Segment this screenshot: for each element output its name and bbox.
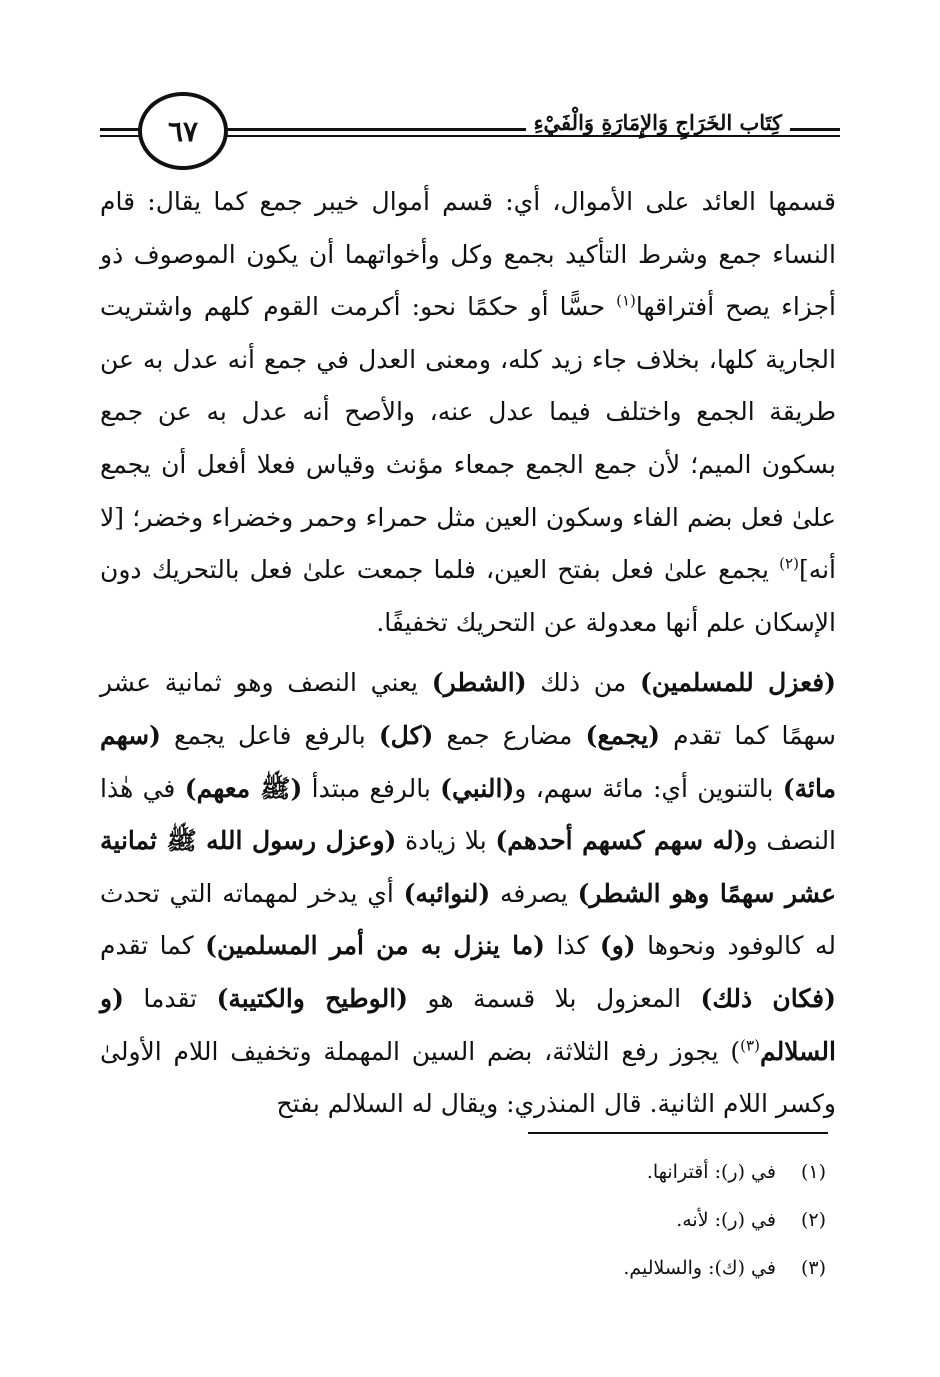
bold-term: (كل)	[378, 720, 434, 750]
footnote-text: في (ر): أقترانها.	[646, 1161, 776, 1183]
paragraph	[100, 176, 836, 649]
footnote-text: في (ر): لأنه.	[676, 1209, 776, 1231]
text-run: يجمع علىٰ فعل بفتح العين، فلما جمعت علىٰ فعل بالتحريك دون الإسكان علم أنها معدولة عن التحريك تخفيفًا.	[100, 555, 836, 637]
bold-term: (فعزل للمسلمين)	[639, 668, 836, 698]
footnote-number: (٢)	[800, 1209, 826, 1231]
bold-term: (فكان ذلك)	[700, 983, 836, 1013]
footnote-marker: (٣)	[740, 1036, 760, 1055]
text-run: مضارع جمع	[433, 720, 586, 750]
text-run: بالرفع فاعل يجمع	[160, 720, 379, 750]
bold-term: (ما ينزل به من أمر المسلمين)	[205, 931, 545, 961]
footnote-number: (٣)	[800, 1257, 826, 1279]
bold-term: (و السلالم	[100, 983, 836, 1066]
header-rule-right-thin	[226, 135, 840, 137]
footnote-marker: (٢)	[779, 554, 799, 573]
body-text	[100, 176, 836, 1131]
text-run: بالرفع مبتدأ	[302, 773, 441, 803]
text-run: ) يجوز رفع الثلاثة، بضم السين المهملة وتخفيف اللام الأولىٰ وكسر اللام الثانية. قال المنذري: ويقال له السلالم بفتح	[100, 1036, 836, 1119]
bold-term: (الوطيح والكتيبة)	[216, 983, 408, 1013]
bold-term: (و)	[599, 931, 636, 961]
text-run: يعني النصف وهو ثمانية عشر سهمًا كما تقدم	[100, 668, 837, 750]
text-run: المعزول بلا قسمة هو	[408, 983, 701, 1013]
text-run: كما تقدم	[100, 931, 206, 961]
text-run: يصرفه	[490, 878, 578, 908]
text-run: أي يدخر لمهماته التي تحدث له كالوفود ونحوها	[100, 878, 837, 961]
bold-term: (له سهم كسهم أحدهم)	[495, 826, 746, 856]
footnote	[100, 1196, 830, 1244]
bold-term: (سهم مائة)	[100, 720, 836, 803]
text-run: كذا	[544, 931, 600, 961]
header-rule-left	[100, 128, 140, 131]
footnote	[100, 1244, 830, 1292]
bold-term: (النبي)	[440, 773, 515, 803]
bold-term: (لنوائبه)	[403, 878, 491, 908]
text-run: بالتنوين أي: مائة سهم، و	[514, 773, 783, 803]
text-run: في هٰذا النصف و	[100, 773, 837, 856]
paragraph	[100, 657, 836, 1130]
text-run: من ذلك	[526, 668, 640, 698]
text-run: تقدما	[123, 983, 217, 1013]
text-run: حسًّا أو حكمًا نحو: أكرمت القوم كلهم واشتريت الجارية كلها، بخلاف جاء زيد كله، ومعنى العدل في جمع أنه عدل به عن طريقة الجمع واختلف فيما عدل عنه، والأصح أنه عدل به عن جمع بسكون الميم؛ لأن جمع الجمع جمعاء مؤنث وقياس فعلا أفعل أن يجمع علىٰ فعل بضم الفاء وسكون العين مثل حمراء وحمر وخضراء وخضر؛ [لا أنه]	[100, 292, 836, 585]
footnote-marker: (١)	[616, 291, 636, 310]
text-run: قسمها العائد على الأموال، أي: قسم أموال خيبر جمع كما يقال: قام النساء جمع وشرط التأكيد بجمع وكل وأخواتهما أن يكون الموصوف ذو أجزاء يصح أفتراقها	[100, 187, 836, 322]
footnote	[100, 1148, 830, 1196]
running-title: كِتَاب الخَرَاجِ وَالإِمَارَةِ وَالْفَيْءِ	[526, 110, 790, 135]
footnote-separator	[528, 1132, 828, 1134]
header-rule-left-thin	[100, 135, 140, 137]
bold-term: (يجمع)	[585, 720, 661, 750]
page-header	[100, 92, 840, 182]
bold-term: (ﷺ معهم)	[184, 773, 303, 803]
footnote-text: في (ك): والسلاليم.	[623, 1257, 776, 1279]
footnotes	[100, 1148, 830, 1292]
footnote-number: (١)	[800, 1161, 826, 1183]
page-number: ٦٧	[138, 92, 228, 170]
text-run: بلا زيادة	[396, 826, 496, 856]
bold-term: (وعزل رسول الله ﷺ ثمانية عشر سهمًا وهو الشطر)	[100, 826, 836, 908]
bold-term: (الشطر)	[431, 668, 527, 698]
